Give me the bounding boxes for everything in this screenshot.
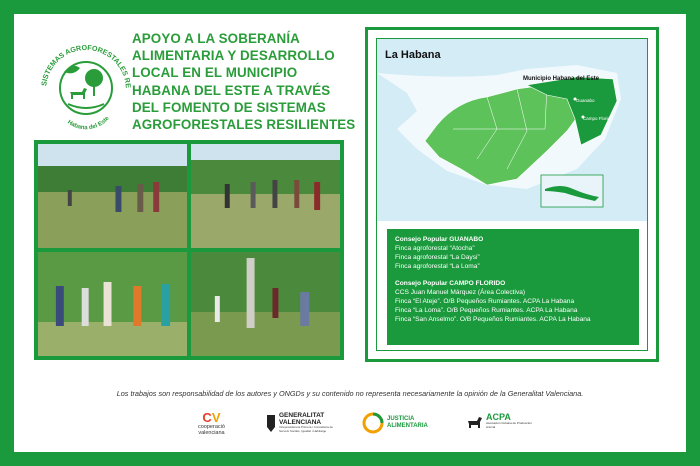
title-line: APOYO A LA SOBERANÍA — [132, 31, 300, 46]
list-item: CCS Juan Manuel Márquez (Área Colectiva) — [395, 289, 526, 296]
title-line: HABANA DEL ESTE A TRAVÉS — [132, 82, 331, 98]
title-line: AGROFORESTALES RESILIENTES — [132, 117, 356, 133]
logo-text-top: SISTEMAS AGROFORESTALES RE — [39, 42, 133, 89]
group-title: Consejo Popular CAMPO FLORIDO — [395, 280, 506, 287]
group-title: Consejo Popular GUANABO — [395, 236, 484, 243]
list-item: Finca “El Ateje”. O/B Pequeños Rumiantes. ACPA La Habana — [395, 298, 575, 305]
title-line: LOCAL EN EL MUNICIPIO — [132, 65, 298, 81]
ja-line2: ALIMENTARIA — [387, 423, 428, 429]
map-label-campo-florido: Campo Florido — [583, 116, 613, 121]
field-photo-2 — [191, 144, 340, 248]
logo-text-bottom: Habana del Este — [66, 115, 111, 132]
map-label-guanabo: Guanabo — [576, 98, 595, 103]
list-item: Finca “La Loma”. O/B Pequeños Rumiantes. ACPA La Habana — [395, 307, 578, 314]
title-line: ALIMENTARIA Y DESARROLLO — [132, 48, 335, 64]
photo-grid — [34, 140, 344, 360]
generalitat-valenciana-logo — [266, 412, 339, 433]
sponsor-logos — [0, 412, 700, 442]
list-item: Finca “San Anselmo”. O/B Pequeños Rumiantes. ACPA La Habana — [395, 316, 591, 323]
list-item: Finca agroforestal “La Loma” — [395, 263, 480, 270]
acpa-sub: Asociación Cubana de Producción Animal — [486, 420, 532, 429]
disclaimer: Los trabajos son responsabilidad de los autores y ONGDs y su contenido no representa necesariamente la opinión de la Generalitat Valenciana. — [116, 389, 584, 398]
field-photo-1 — [38, 144, 187, 248]
ja-circle-icon — [362, 412, 384, 434]
title-line: DEL FOMENTO DE SISTEMAS — [132, 99, 326, 115]
justicia-alimentaria-logo — [362, 412, 428, 434]
cv-line2: valenciana — [198, 430, 225, 436]
ja-line1: JUSTICIA — [387, 416, 415, 422]
field-photo-3 — [38, 252, 187, 356]
svg-text:Habana del Este — [66, 115, 111, 131]
list-item: Finca agroforestal “La Daysi” — [395, 254, 480, 261]
svg-text:SISTEMAS AGROFORESTALES RESILI — [30, 28, 133, 89]
project-logo — [30, 28, 140, 138]
gv-sub: Vicepresidència Primera i Conselleria de Serveis Socials, Igualtat i Habitatge — [279, 425, 333, 433]
havana-map — [377, 39, 647, 221]
map-label-municipio: Municipio Habana del Este — [523, 76, 600, 82]
acpa-name: ACPA — [486, 411, 511, 422]
gv-line2: VALENCIANA — [279, 419, 322, 426]
goat-icon — [466, 412, 484, 430]
farm-list — [387, 229, 639, 345]
map-title: La Habana — [385, 49, 441, 61]
gv-line1: GENERALITAT — [279, 412, 325, 419]
acpa-logo — [466, 412, 532, 430]
panel-inner — [376, 38, 648, 351]
location-panel — [365, 27, 659, 362]
cv-line1: cooperació — [198, 424, 225, 430]
field-photo-4 — [191, 252, 340, 356]
cooperacio-valenciana-logo: CV cooperació valenciana — [198, 410, 225, 436]
list-item: Finca agroforestal “Atocha” — [395, 245, 475, 252]
coat-of-arms-icon — [266, 413, 276, 433]
project-title — [132, 30, 357, 133]
